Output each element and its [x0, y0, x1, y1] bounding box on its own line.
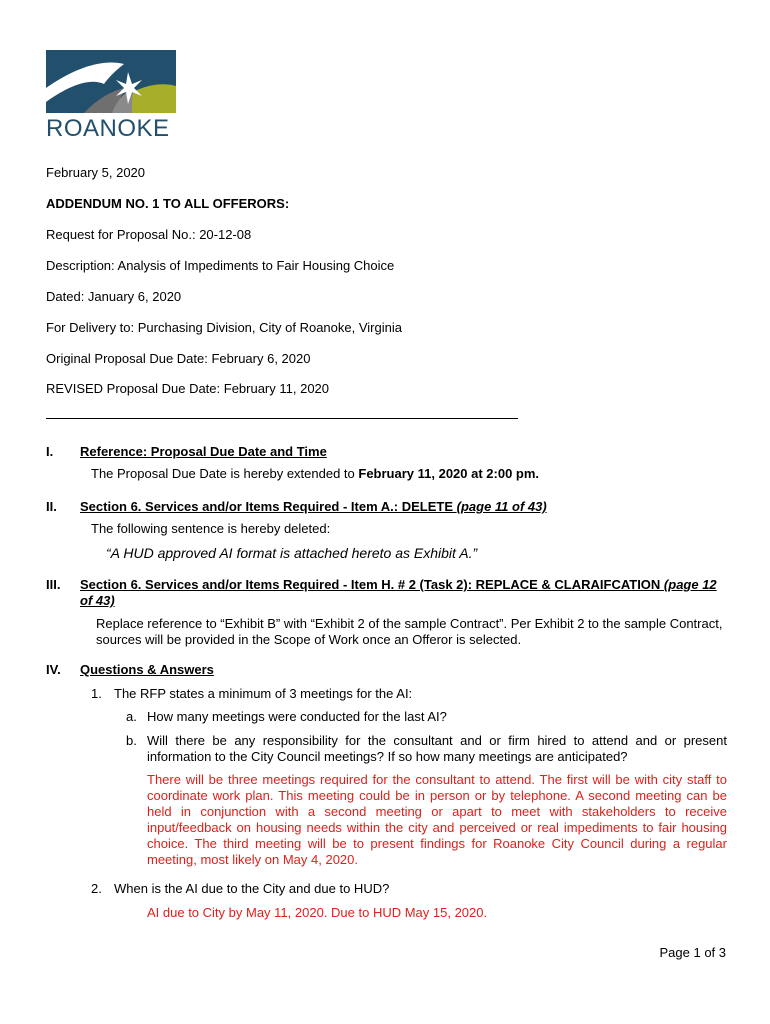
question-1-number: 1. — [91, 686, 102, 701]
addendum-title: ADDENDUM NO. 1 TO ALL OFFERORS: — [46, 196, 290, 211]
section-2-body: The following sentence is hereby deleted: — [91, 521, 331, 536]
section-3-heading — [80, 577, 732, 609]
rfp-dated: Dated: January 6, 2020 — [46, 289, 182, 304]
question-1-answer: There will be three meetings required for the consultant to attend. The first will be with city staff to coordinate work plan. This meeting could be in person or by telephone. A second meeting can be held in conjunction with a second meeting or apart to meet with stakeholders to receive input/feedback on housing needs within the city and perceived or real impediments to fair housing choice. The third meeting will be to present findings for Roanoke City Council during a regular meeting, most likely on May 4, 2020. — [147, 772, 727, 867]
question-1a-text: How many meetings were conducted for the last AI? — [147, 709, 447, 724]
question-2-number: 2. — [91, 881, 102, 896]
revised-due-date: REVISED Proposal Due Date: February 11, 2020 — [46, 381, 330, 396]
rfp-number: Request for Proposal No.: 20-12-08 — [46, 227, 252, 242]
question-1-text: The RFP states a minimum of 3 meetings for the AI: — [114, 686, 413, 701]
page-number: Page 1 of 3 — [659, 945, 726, 960]
section-2-heading-text: Section 6. Services and/or Items Required - Item A.: DELETE — [80, 499, 457, 514]
section-1-number: I. — [46, 444, 54, 459]
divider-line — [46, 418, 518, 419]
question-2-answer: AI due to City by May 11, 2020. Due to HUD May 15, 2020. — [147, 905, 488, 920]
logo-text: ROANOKE — [46, 115, 170, 142]
section-1-body — [91, 466, 539, 482]
section-2-heading — [80, 499, 547, 515]
letter-date: February 5, 2020 — [46, 165, 146, 180]
question-2-text: When is the AI due to the City and due to HUD? — [114, 881, 390, 896]
section-2-number: II. — [46, 499, 57, 514]
section-3-page-ref: (page 12 of 43) — [80, 577, 717, 608]
section-4-heading: Questions & Answers — [80, 662, 214, 677]
section-2-page-ref: (page 11 of 43) — [456, 499, 547, 514]
roanoke-logo — [46, 50, 182, 142]
section-4-number: IV. — [46, 662, 61, 677]
section-1-body-text: The Proposal Due Date is hereby extended to — [91, 466, 359, 481]
question-1b-label: b. — [126, 733, 137, 748]
question-1b-text: Will there be any responsibility for the consultant and or firm hired to attend and or present information to the City Council meetings? If so how many meetings are anticipated? — [147, 733, 727, 764]
section-3-body: Replace reference to “Exhibit B” with “Exhibit 2 of the sample Contract”. Per Exhibit 2 to the sample Contract, sources will be provided in the Scope of Work once an Offeror is selected. — [96, 616, 723, 647]
rfp-description: Description: Analysis of Impediments to Fair Housing Choice — [46, 258, 395, 273]
section-2-quote: “A HUD approved AI format is attached hereto as Exhibit A.” — [106, 545, 478, 561]
section-3-heading-text: Section 6. Services and/or Items Required - Item H. # 2 (Task 2): REPLACE & CLARAIFCATION — [80, 577, 664, 592]
section-1-new-date: February 11, 2020 at 2:00 pm. — [358, 466, 540, 481]
original-due-date: Original Proposal Due Date: February 6, 2020 — [46, 351, 311, 366]
question-1a-label: a. — [126, 709, 137, 724]
section-3-number: III. — [46, 577, 61, 592]
section-1-heading: Reference: Proposal Due Date and Time — [80, 444, 327, 459]
delivery-to: For Delivery to: Purchasing Division, City of Roanoke, Virginia — [46, 320, 402, 335]
